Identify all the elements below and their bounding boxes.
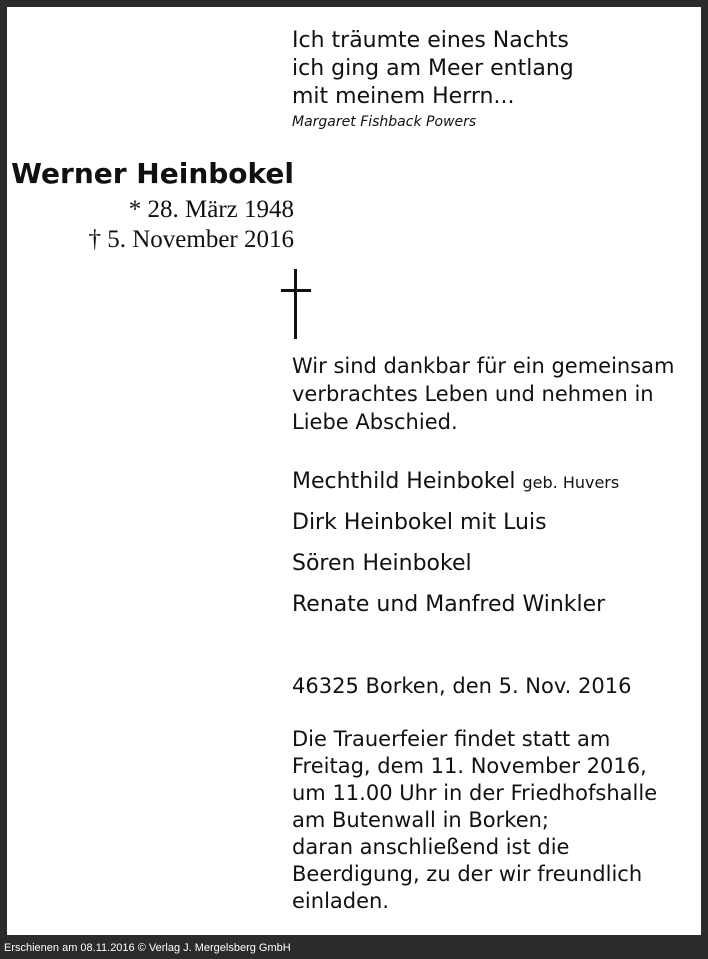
thanks-text: Wir sind dankbar für ein gemeinsam verbrachtes Leben und nehmen in Liebe Abschied. [292,354,675,434]
funeral-line: um 11.00 Uhr in der Friedhofshalle [292,781,658,805]
life-dates [88,195,294,255]
deceased-name: Werner Heinbokel [11,157,294,190]
publication-footer: Erschienen am 08.11.2016 © Verlag J. Mergelsberg GmbH [4,942,291,954]
funeral-line: einladen. [292,889,390,913]
family-member-name: Renate und Manfred Winkler [292,592,606,617]
obituary-card [7,7,701,935]
funeral-line: am Butenwall in Borken; [292,808,549,832]
family-member-name: Mechthild Heinbokel [292,469,516,494]
poem-line: mit meinem Herrn... [292,84,515,109]
death-date: † 5. November 2016 [88,226,294,253]
family-list [292,467,619,631]
funeral-line: Freitag, dem 11. November 2016, [292,754,647,778]
birth-date: * 28. März 1948 [128,196,294,223]
family-member-name: Dirk Heinbokel mit Luis [292,510,547,535]
family-member [292,590,619,631]
poem-author: Margaret Fishback Powers [292,114,477,130]
family-member [292,508,619,549]
poem-line: Ich träumte eines Nachts [292,28,569,53]
poem-quote [292,27,574,111]
poem-line: ich ging am Meer entlang [292,56,574,81]
latin-cross-icon [281,269,311,339]
family-member-suffix: geb. Huvers [522,473,620,492]
funeral-line: Beerdigung, zu der wir freundlich [292,862,643,886]
family-member-name: Sören Heinbokel [292,551,472,576]
family-member [292,549,619,590]
funeral-line: daran anschließend ist die [292,835,570,859]
funeral-line: Die Trauerfeier findet statt am [292,727,611,751]
place-date: 46325 Borken, den 5. Nov. 2016 [292,674,632,698]
family-member [292,467,619,508]
funeral-info [292,726,692,915]
